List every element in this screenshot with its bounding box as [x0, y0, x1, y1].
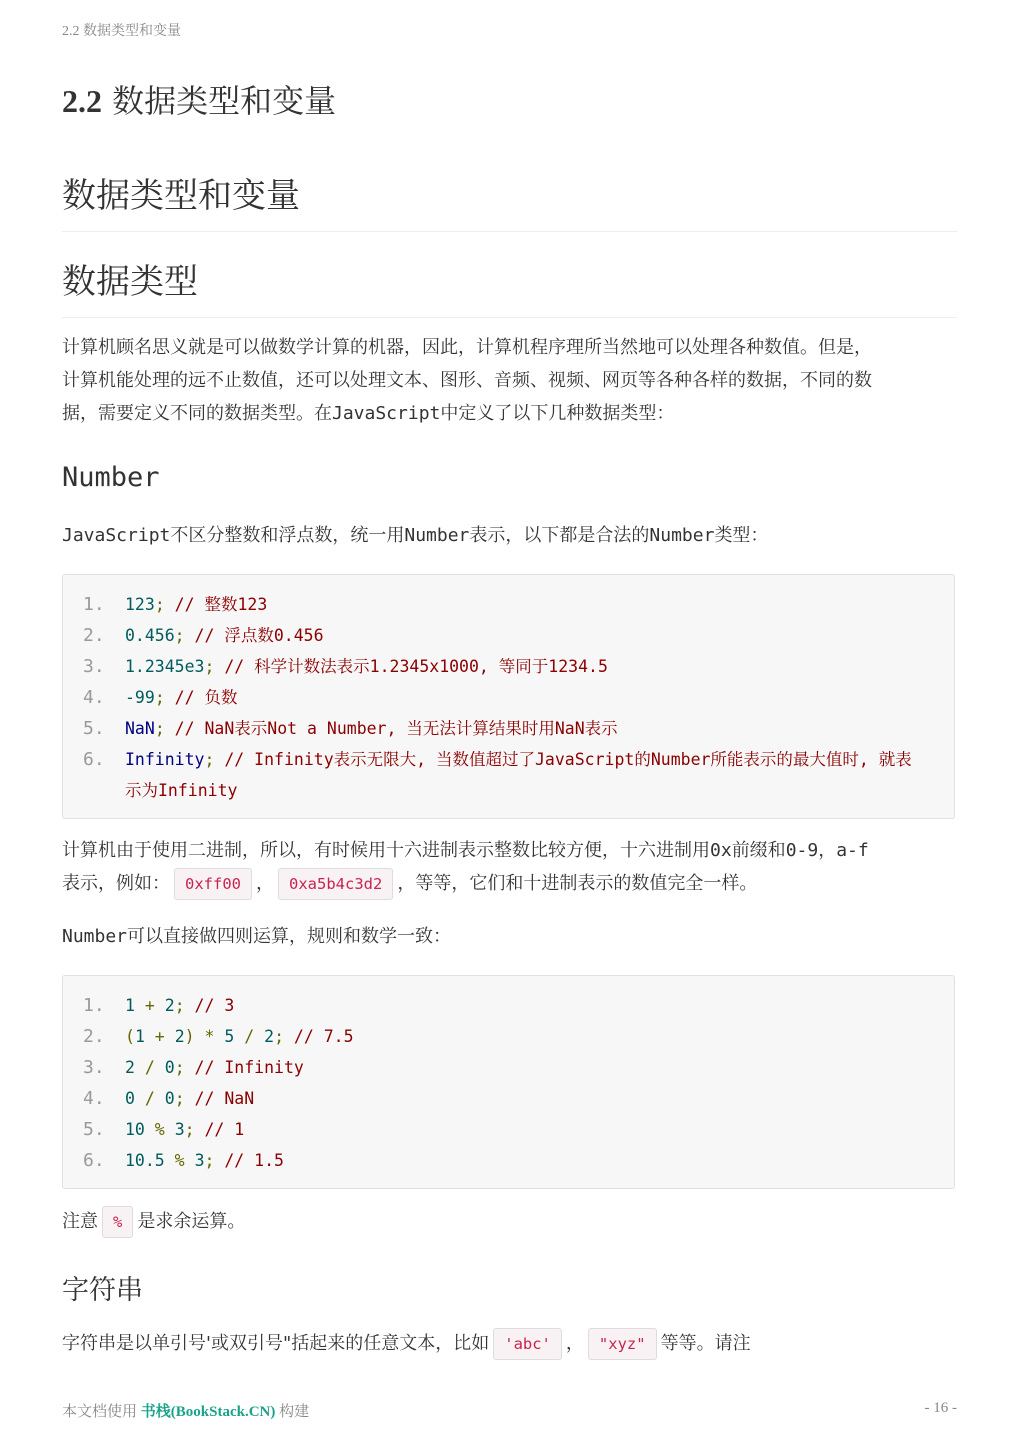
code-line: 5. 10 % 3; // 1	[83, 1119, 245, 1140]
footer-brand-link[interactable]: 书栈(BookStack.CN)	[140, 1404, 276, 1420]
inline-code: 0xa5b4c3d2	[278, 868, 393, 900]
page-number: - 16 -	[924, 1400, 957, 1416]
code-line-continuation: 示为Infinity	[125, 781, 238, 800]
number-heading: Number	[62, 462, 160, 493]
string-heading: 字符串	[62, 1275, 143, 1306]
hex-line-1: 计算机由于使用二进制，所以，有时候用十六进制表示整数比较方便，十六进制用0x前缀和0-9，a-f	[62, 840, 869, 861]
intro-line-2: 计算机能处理的远不止数值，还可以处理文本、图形、音频、视频、网页等各种各样的数据，不同的数	[62, 370, 872, 391]
inline-code: "xyz"	[588, 1328, 657, 1360]
chapter-title	[62, 76, 336, 122]
inline-code: 0xff00	[174, 868, 252, 900]
arithmetic-paragraph: Number可以直接做四则运算，规则和数学一致：	[62, 926, 452, 947]
inline-code: 'abc'	[493, 1328, 562, 1360]
number-description: JavaScript不区分整数和浮点数，统一用Number表示，以下都是合法的Number类型：	[62, 525, 769, 546]
inline-code: %	[102, 1206, 133, 1238]
page-footer	[62, 1400, 957, 1421]
code-line: 2. 0.456; // 浮点数0.456	[83, 625, 324, 646]
section-heading-data-types: 数据类型	[62, 254, 957, 318]
section-heading-h1: 数据类型和变量	[62, 168, 957, 232]
intro-line-1: 计算机顾名思义就是可以做数学计算的机器，因此，计算机程序理所当然地可以处理各种数值。但是，	[62, 337, 872, 358]
intro-line-3: 据，需要定义不同的数据类型。在JavaScript中定义了以下几种数据类型：	[62, 403, 675, 424]
code-block-arithmetic	[62, 975, 955, 1189]
footer-suffix: 构建	[279, 1404, 310, 1420]
footer-prefix: 本文档使用	[62, 1404, 138, 1420]
running-header: 2.2 数据类型和变量	[62, 24, 181, 39]
code-line: 4. -99; // 负数	[83, 687, 238, 708]
code-line: 3. 2 / 0; // Infinity	[83, 1057, 304, 1078]
code-line: 1. 123; // 整数123	[83, 594, 268, 615]
hex-line-2: 表示，例如： 0xff00 ， 0xa5b4c3d2 ，等等，它们和十进制表示的数值完全一样。	[62, 867, 957, 900]
string-paragraph: 字符串是以单引号'或双引号"括起来的任意文本，比如 'abc' ， "xyz" 等等。请注	[62, 1327, 957, 1360]
code-line: 5. NaN; // NaN表示Not a Number, 当无法计算结果时用NaN表示	[83, 718, 618, 739]
code-line: 6. Infinity; // Infinity表示无限大, 当数值超过了JavaScript的Number所能表示的最大值时, 就表	[83, 749, 912, 770]
code-line: 2. (1 + 2) * 5 / 2; // 7.5	[83, 1026, 354, 1047]
intro-paragraph	[62, 331, 957, 430]
modulo-note: 注意 % 是求余运算。	[62, 1205, 957, 1238]
code-line: 6. 10.5 % 3; // 1.5	[83, 1150, 284, 1171]
code-line: 3. 1.2345e3; // 科学计数法表示1.2345x1000, 等同于1234.5	[83, 656, 608, 677]
chapter-title-text: 数据类型和变量	[112, 82, 337, 120]
chapter-number: 2.2	[62, 83, 102, 119]
hex-paragraph	[62, 834, 957, 900]
code-block-number-literals	[62, 574, 955, 819]
code-line: 4. 0 / 0; // NaN	[83, 1088, 255, 1109]
code-line: 1. 1 + 2; // 3	[83, 995, 235, 1016]
